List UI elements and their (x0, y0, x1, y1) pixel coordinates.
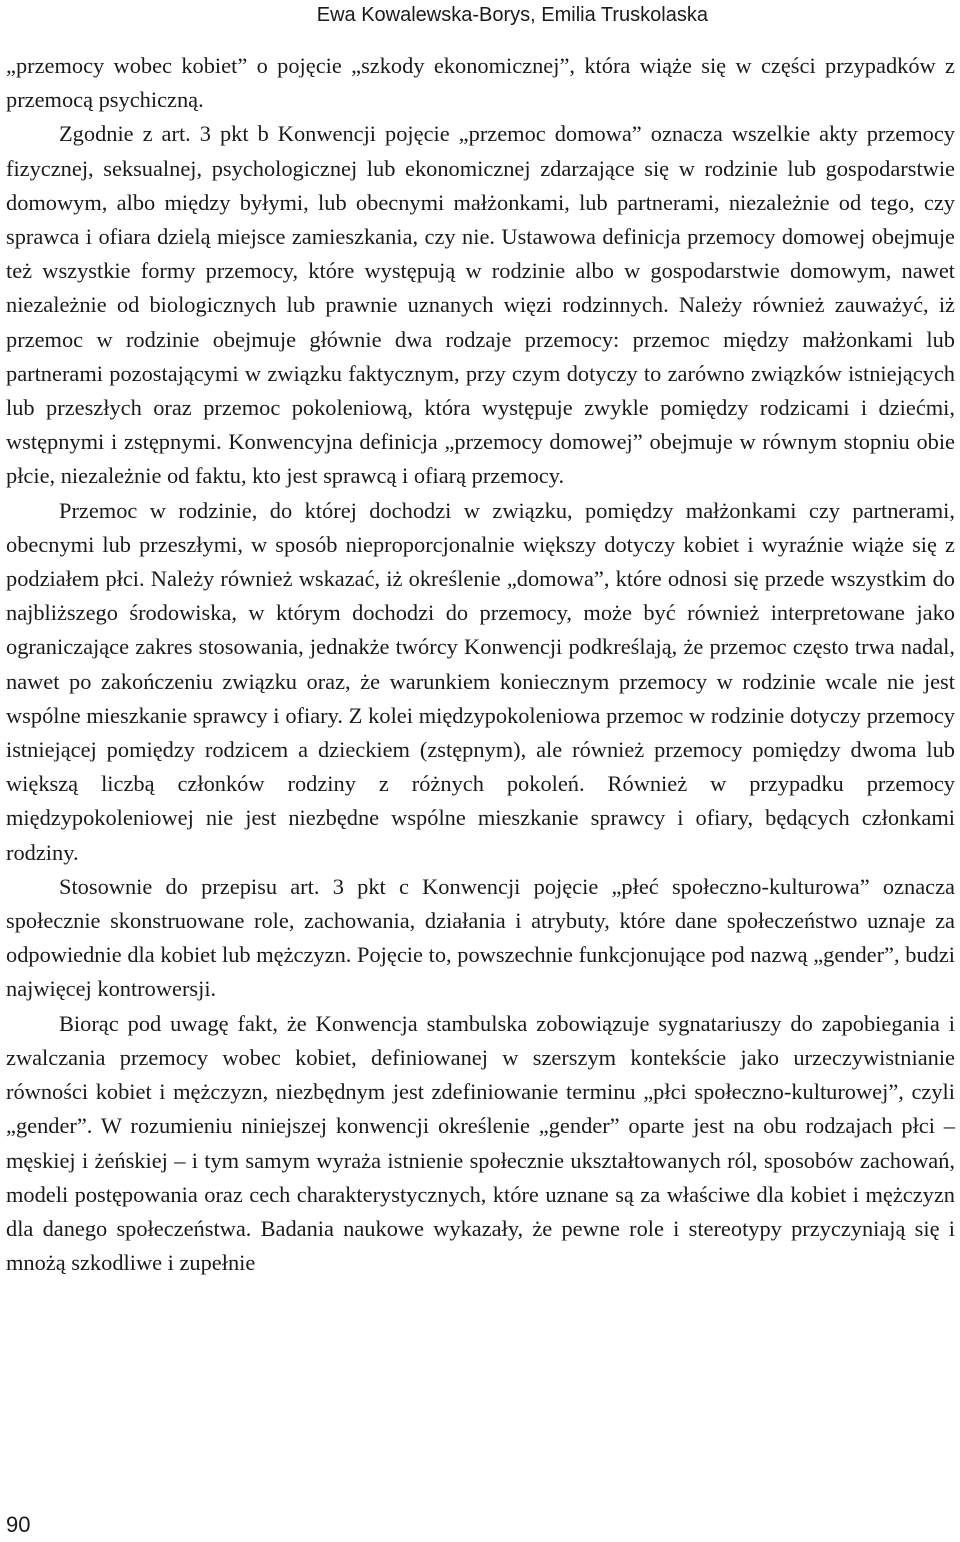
paragraph-gender-definition: Stosownie do przepisu art. 3 pkt c Konwencji pojęcie „płeć społeczno-kulturowa” oznacza społecznie skonstruowane role, zachowania, działania i atrybuty, które dane społeczeństwo uznaje za odpowiednie dla kobiet lub mężczyzn. Pojęcie to, powszechnie funkcjonujące pod nazwą „gender”, budzi najwięcej kontrowersji. (6, 873, 955, 1002)
paragraph-family-violence: Przemoc w rodzinie, do której dochodzi w związku, pomiędzy małżonkami czy partnerami, obecnymi lub przeszłymi, w sposób nieproporcjonalnie większy dotyczy kobiet i wyraźnie wiąże się z podziałem płci. Należy również wskazać, iż określenie „domowa”, które odnosi się przede wszystkim do najbliższego środowiska, w którym dochodzi do przemocy, może być również interpretowane jako ograniczające zakres stosowania, jednakże twórcy Konwencji podkreślają, że przemoc często trwa nadal, nawet po zakończeniu związku oraz, że warunkiem koniecznym przemocy w rodzinie wcale nie jest wspólne mieszkanie sprawcy i ofiary. Z kolei międzypokoleniowa przemoc w rodzinie dotyczy przemocy istniejącej pomiędzy rodzicem a dzieckiem (zstępnym), ale również przemocy pomiędzy dwoma lub większą liczbą członków rodziny z różnych pokoleń. Również w przypadku przemocy międzypokoleniowej nie jest niezbędne wspólne mieszkanie sprawcy i ofiary, będących członkami rodziny. (6, 497, 955, 865)
body-text (6, 49, 955, 1280)
page-number: 90 (6, 1512, 31, 1537)
paragraph-continuation: „przemocy wobec kobiet” o pojęcie „szkody ekonomicznej”, która wiąże się w części przypadków z przemocą psychiczną. (6, 53, 955, 113)
paragraph-domestic-violence-definition: Zgodnie z art. 3 pkt b Konwencji pojęcie „przemoc domowa” oznacza wszelkie akty przemocy fizycznej, seksualnej, psychologicznej lub ekonomicznej zdarzające się w rodzinie lub gospodarstwie domowym, albo między byłymi, lub obecnymi małżonkami, lub partnerami, niezależnie od tego, czy sprawca i ofiara dzielą miejsce zamieszkania, czy nie. Ustawowa definicja przemocy domowej obejmuje też wszystkie formy przemocy, które występują w rodzinie albo w gospodarstwie domowym, nawet niezależnie od biologicznych lub prawnie uznanych więzi rodzinnych. Należy również zauważyć, iż przemoc w rodzinie obejmuje głównie dwa rodzaje przemocy: przemoc między małżonkami lub partnerami pozostającymi w związku faktycznym, przy czym dotyczy to zarówno związków istniejących lub przeszłych oraz przemoc pokoleniową, która występuje zwykle pomiędzy rodzicami i dziećmi, wstępnymi i zstępnymi. Konwencyjna definicja „przemocy domowej” obejmuje w równym stopniu obie płcie, niezależnie od faktu, kto jest sprawcą i ofiarą przemocy. (6, 121, 955, 489)
running-header-authors: Ewa Kowalewska-Borys, Emilia Truskolaska (316, 4, 708, 26)
paragraph-istanbul-convention: Biorąc pod uwagę fakt, że Konwencja stambulska zobowiązuje sygnatariuszy do zapobiegania i zwalczania przemocy wobec kobiet, definiowanej w szerszym kontekście jako urzeczywistnianie równości kobiet i mężczyzn, niezbędnym jest zdefiniowanie terminu „płci społeczno-kulturowej”, czyli „gender”. W rozumieniu niniejszej konwencji określenie „gender” oparte jest na obu rodzajach płci – męskiej i żeńskiej – i tym samym wyraża istnienie społecznie ukształtowanych ról, sposobów zachowań, modeli postępowania oraz cech charakterystycznych, które uznane są za właściwe dla kobiet i mężczyzn dla danego społeczeństwa. Badania naukowe wykazały, że pewne role i stereotypy przyczyniają się i mnożą szkodliwe i zupełnie (6, 1010, 955, 1276)
